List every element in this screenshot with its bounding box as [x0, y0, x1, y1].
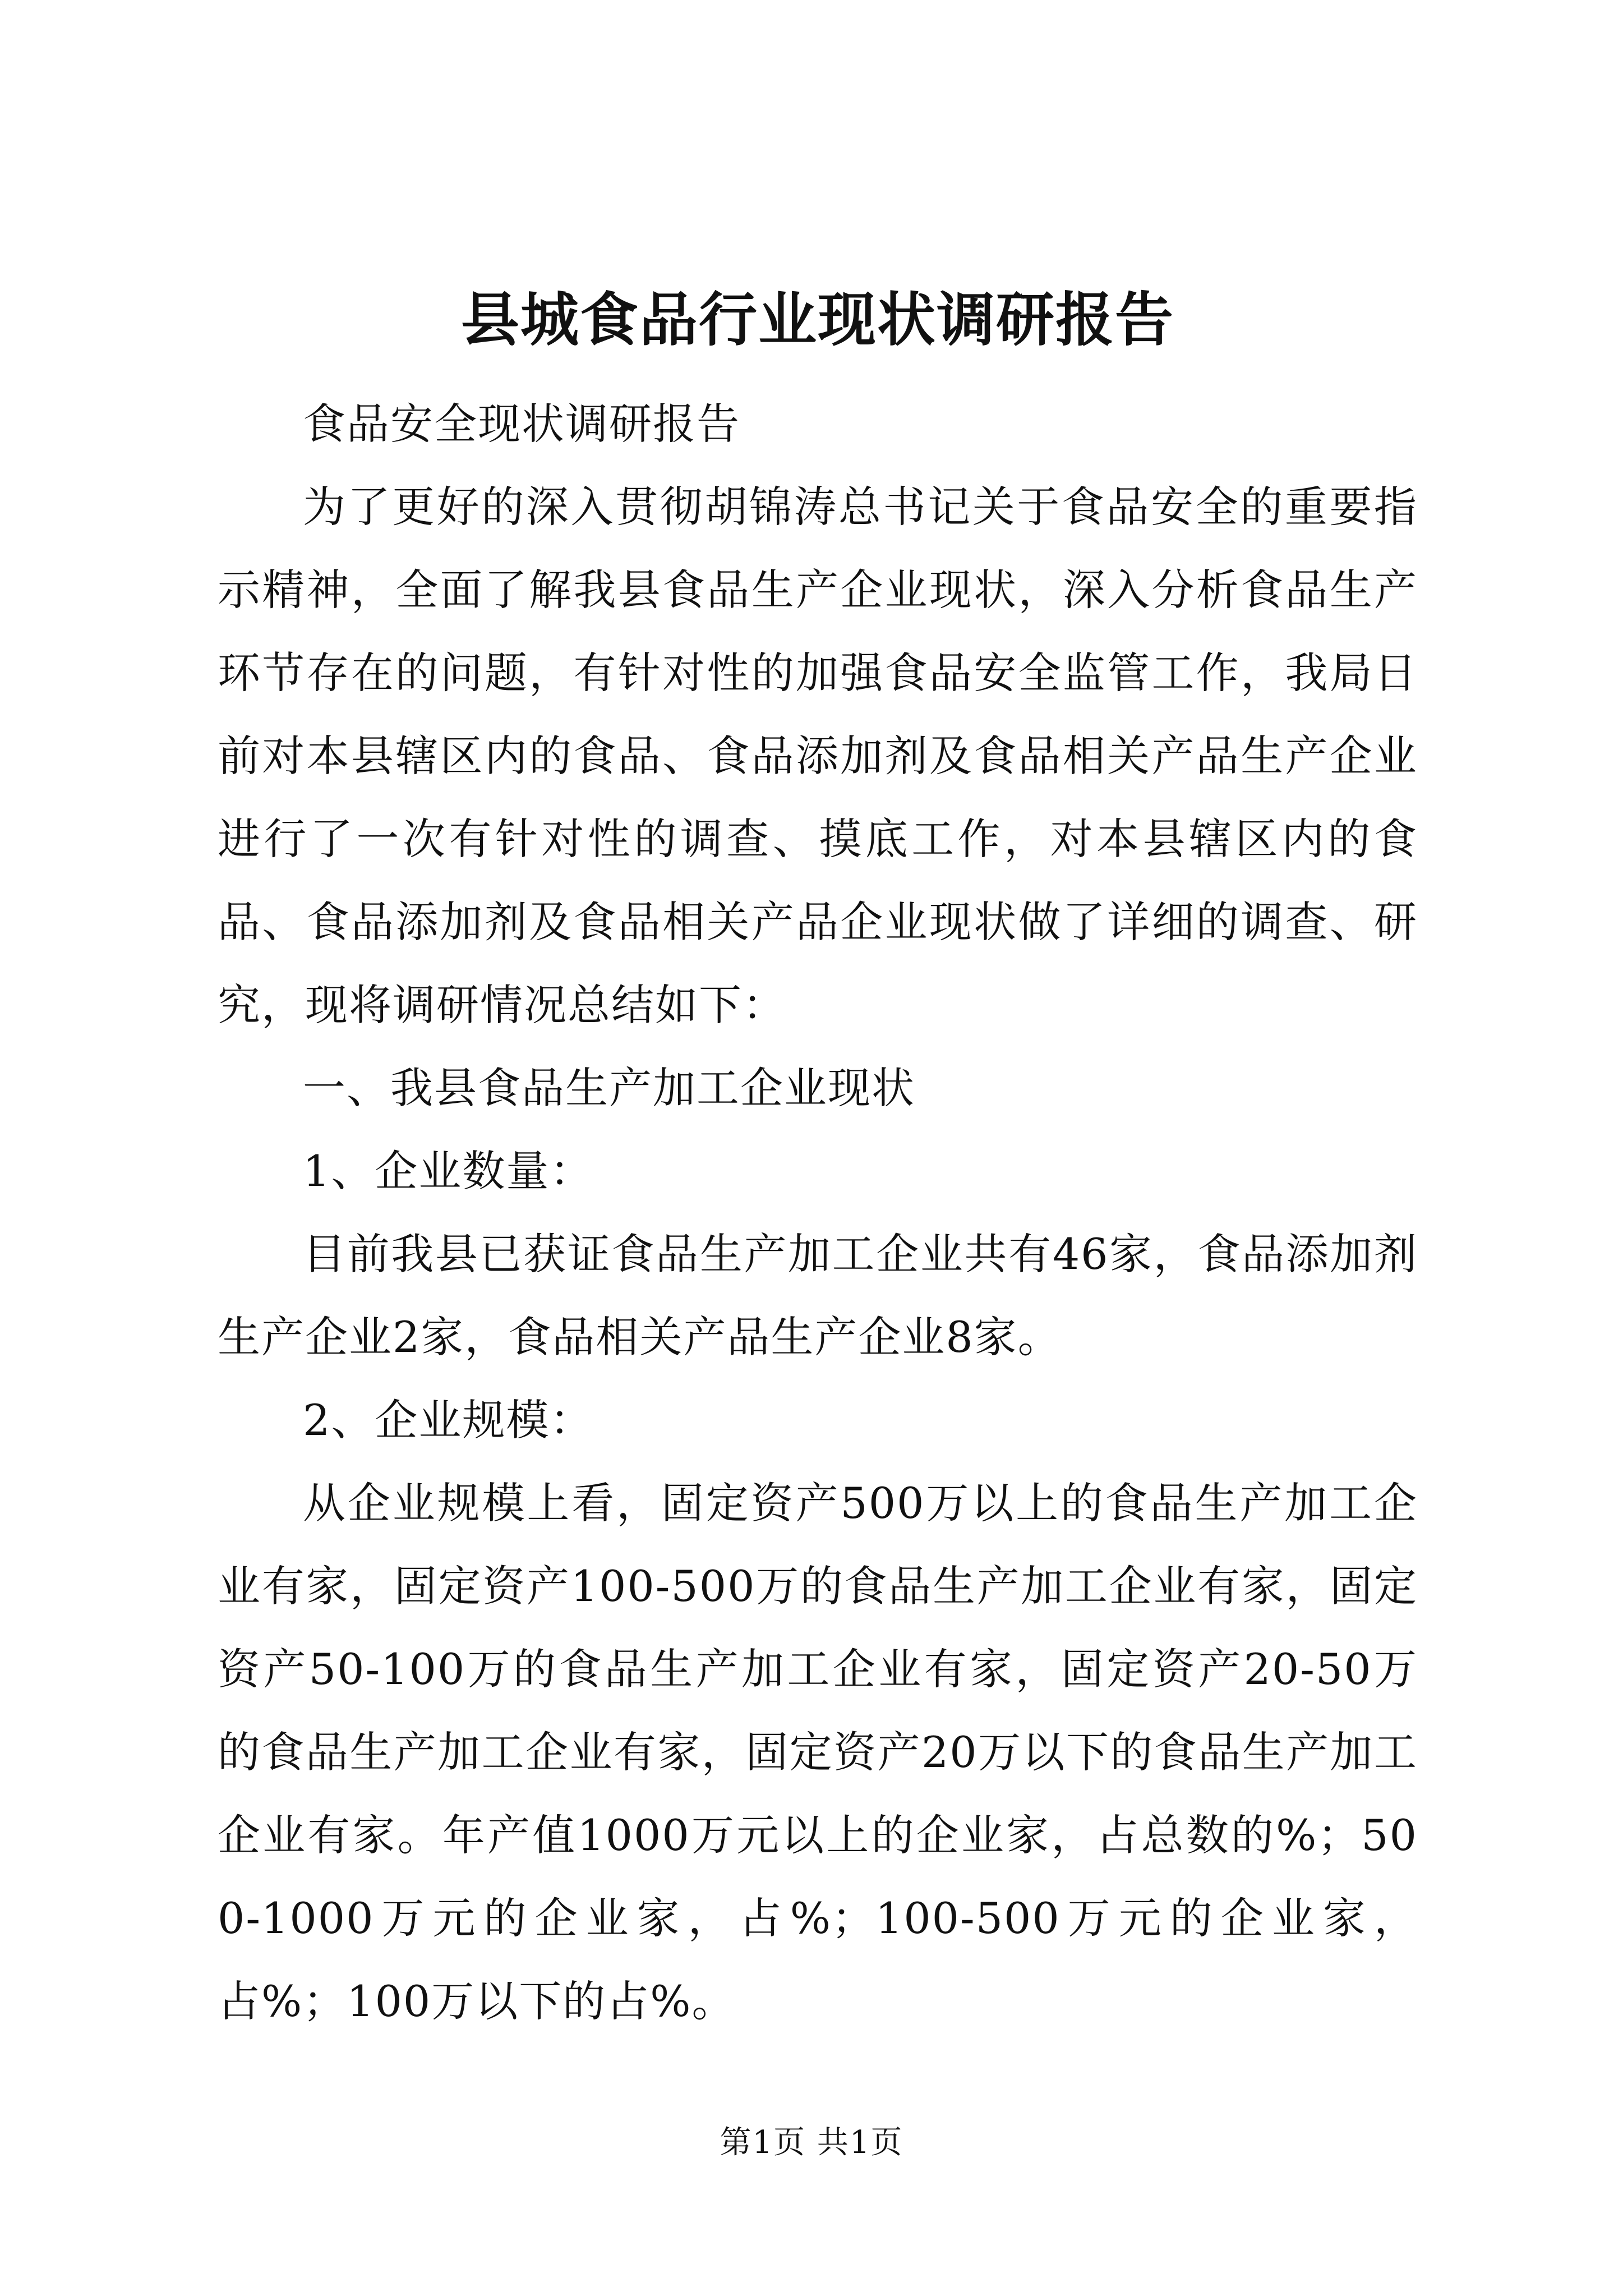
- enterprise-scale-paragraph: 从企业规模上看，固定资产500万以上的食品生产加工企业有家，固定资产100-500万的食品生产加工企业有家，固定资产50-100万的食品生产加工企业有家，固定资产20-50万的食品生产加工企业有家，固定资产20万以下的食品生产加工企业有家。年产值1000万元以上的企业家，占总数的%；500-1000万元的企业家，占%；100-500万元的企业家，占%；100万以下的占%。: [218, 1478, 1418, 2026]
- subtitle-paragraph: 食品安全现状调研报告: [303, 399, 740, 449]
- section-heading: 一、我县食品生产加工企业现状: [303, 1063, 915, 1113]
- document-body: [218, 280, 1418, 2043]
- subheading-enterprise-count: 1、企业数量：: [303, 1146, 594, 1196]
- page-footer: 第1页 共1页: [720, 2124, 903, 2161]
- document-title: 县城食品行业现状调研报告: [460, 285, 1174, 354]
- subheading-enterprise-scale: 2、企业规模：: [303, 1395, 594, 1445]
- enterprise-count-paragraph: 目前我县已获证食品生产加工企业共有46家，食品添加剂生产企业2家，食品相关产品生产企业8家。: [218, 1229, 1418, 1362]
- intro-paragraph: 为了更好的深入贯彻胡锦涛总书记关于食品安全的重要指示精神，全面了解我县食品生产企业现状，深入分析食品生产环节存在的问题，有针对性的加强食品安全监管工作，我局日前对本县辖区内的食品、食品添加剂及食品相关产品生产企业进行了一次有针对性的调查、摸底工作，对本县辖区内的食品、食品添加剂及食品相关产品企业现状做了详细的调查、研究，现将调研情况总结如下：: [218, 482, 1418, 1030]
